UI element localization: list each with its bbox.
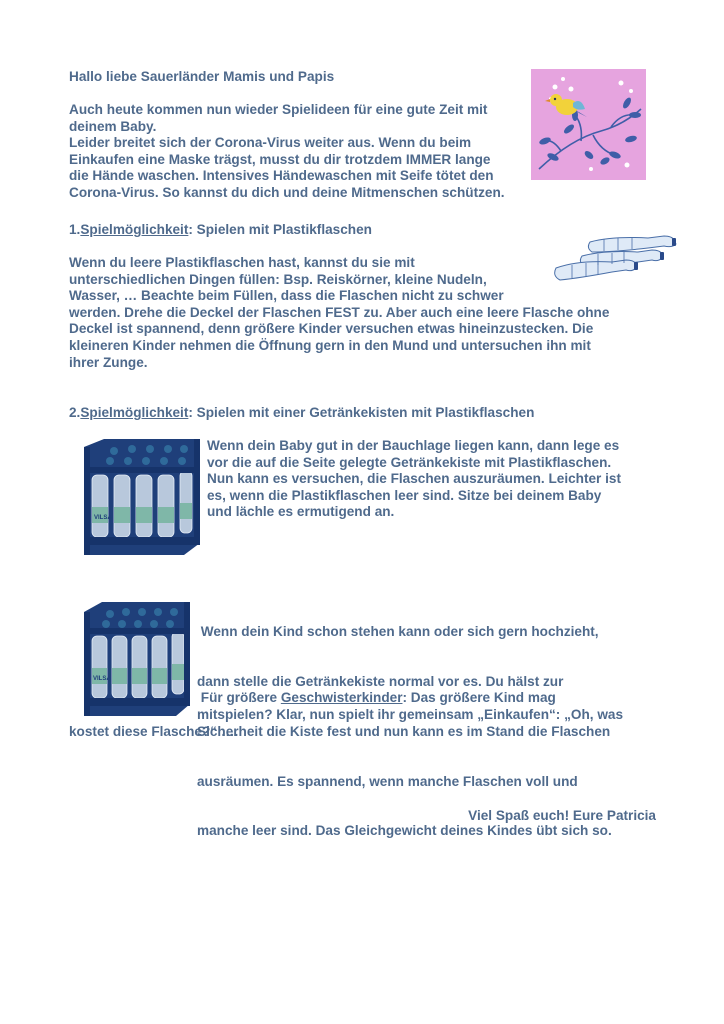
section2-link[interactable]: Spielmöglichkeit bbox=[80, 405, 189, 420]
signoff: Viel Spaß euch! Eure Patricia bbox=[468, 808, 656, 823]
para3-rest: : Das größere Kind mag bbox=[402, 690, 556, 705]
section1-title: : Spielen mit Plastikflaschen bbox=[188, 222, 372, 237]
section1-line: Deckel ist spannend, denn größere Kinder versuchen etwas hineinzustecken. Die bbox=[69, 321, 594, 337]
section2-paragraph3-line1 bbox=[197, 690, 556, 707]
section2-line: Wenn dein Baby gut in der Bauchlage liegen kann, dann lege es bbox=[207, 438, 620, 453]
section2-paragraph3-line3: kostet diese Flasche?“ …. bbox=[69, 724, 239, 739]
bird-illustration bbox=[531, 69, 646, 180]
siblings-link[interactable]: Geschwisterkinder bbox=[280, 690, 403, 705]
section1-line: Wasser, … Beachte beim Füllen, dass die Flaschen nicht zu schwer bbox=[69, 288, 504, 304]
section2-line: Nun kann es versuchen, die Flaschen auszuräumen. Leichter ist bbox=[207, 471, 621, 487]
section2-title: : Spielen mit einer Getränkekisten mit Plastikflaschen bbox=[188, 405, 535, 420]
section2-line: vor die auf die Seite gelegte Getränkekiste mit Plastikflaschen. bbox=[207, 454, 612, 470]
intro-line: Einkaufen eine Maske trägst, musst du dir trotzdem IMMER lange bbox=[69, 151, 491, 167]
section1-line: kleineren Kinder nehmen die Öffnung gern in den Mund und untersuchen ihn mit bbox=[69, 337, 591, 353]
section2-line: Sicherheit die Kiste fest und nun kann es im Stand die Flaschen bbox=[197, 723, 611, 739]
greeting: Hallo liebe Sauerländer Mamis und Papis bbox=[69, 69, 335, 84]
intro-line: deinem Baby. bbox=[69, 118, 157, 134]
intro-line: Leider breitet sich der Corona-Virus weiter aus. Wenn du beim bbox=[69, 135, 472, 151]
section1-link[interactable]: Spielmöglichkeit bbox=[80, 222, 189, 237]
section1-paragraph bbox=[69, 255, 659, 371]
drink-crate-image-standing bbox=[80, 600, 193, 718]
crate-label: VILSA bbox=[94, 515, 112, 521]
section1-line: Wenn du leere Plastikflaschen hast, kannst du sie mit bbox=[69, 255, 415, 270]
section1-heading bbox=[69, 222, 372, 239]
section2-line: es, wenn die Plastikflaschen leer sind. Sitze bei deinem Baby bbox=[207, 487, 602, 503]
intro-paragraph bbox=[69, 102, 539, 202]
crate-label: VILSA bbox=[93, 676, 111, 682]
section1-number: 1. bbox=[69, 222, 81, 237]
drink-crate-image bbox=[80, 437, 203, 557]
section2-line: ausräumen. Es spannend, wenn manche Flaschen voll und bbox=[197, 773, 578, 789]
section2-number: 2. bbox=[69, 405, 81, 420]
para3-prefix: Für größere bbox=[197, 690, 281, 705]
intro-line: Auch heute kommen nun wieder Spielideen für eine gute Zeit mit bbox=[69, 102, 488, 117]
section1-line: ihrer Zunge. bbox=[69, 354, 148, 370]
section2-line: manche leer sind. Das Gleichgewicht deines Kindes übt sich so. bbox=[197, 823, 612, 839]
section2-paragraph1 bbox=[207, 438, 657, 521]
intro-line: Corona-Virus. So kannst du dich und deine Mitmenschen schützen. bbox=[69, 184, 505, 200]
section1-line: werden. Drehe die Deckel der Flaschen FEST zu. Aber auch eine leere Flasche ohne bbox=[69, 304, 610, 320]
intro-line: die Hände waschen. Intensives Händewaschen mit Seife tötet den bbox=[69, 168, 494, 184]
section1-line: unterschiedlichen Dingen füllen: Bsp. Reiskörner, kleine Nudeln, bbox=[69, 271, 487, 287]
section2-line: dann stelle die Getränkekiste normal vor es. Du hälst zur bbox=[197, 673, 564, 689]
section2-line: Wenn dein Kind schon stehen kann oder sich gern hochzieht, bbox=[197, 624, 599, 640]
section2-line: und lächle es ermutigend an. bbox=[207, 504, 395, 520]
section2-paragraph3-line2: mitspielen? Klar, nun spielt ihr gemeinsam „Einkaufen“: „Oh, was bbox=[197, 707, 624, 722]
section2-heading bbox=[69, 405, 534, 422]
